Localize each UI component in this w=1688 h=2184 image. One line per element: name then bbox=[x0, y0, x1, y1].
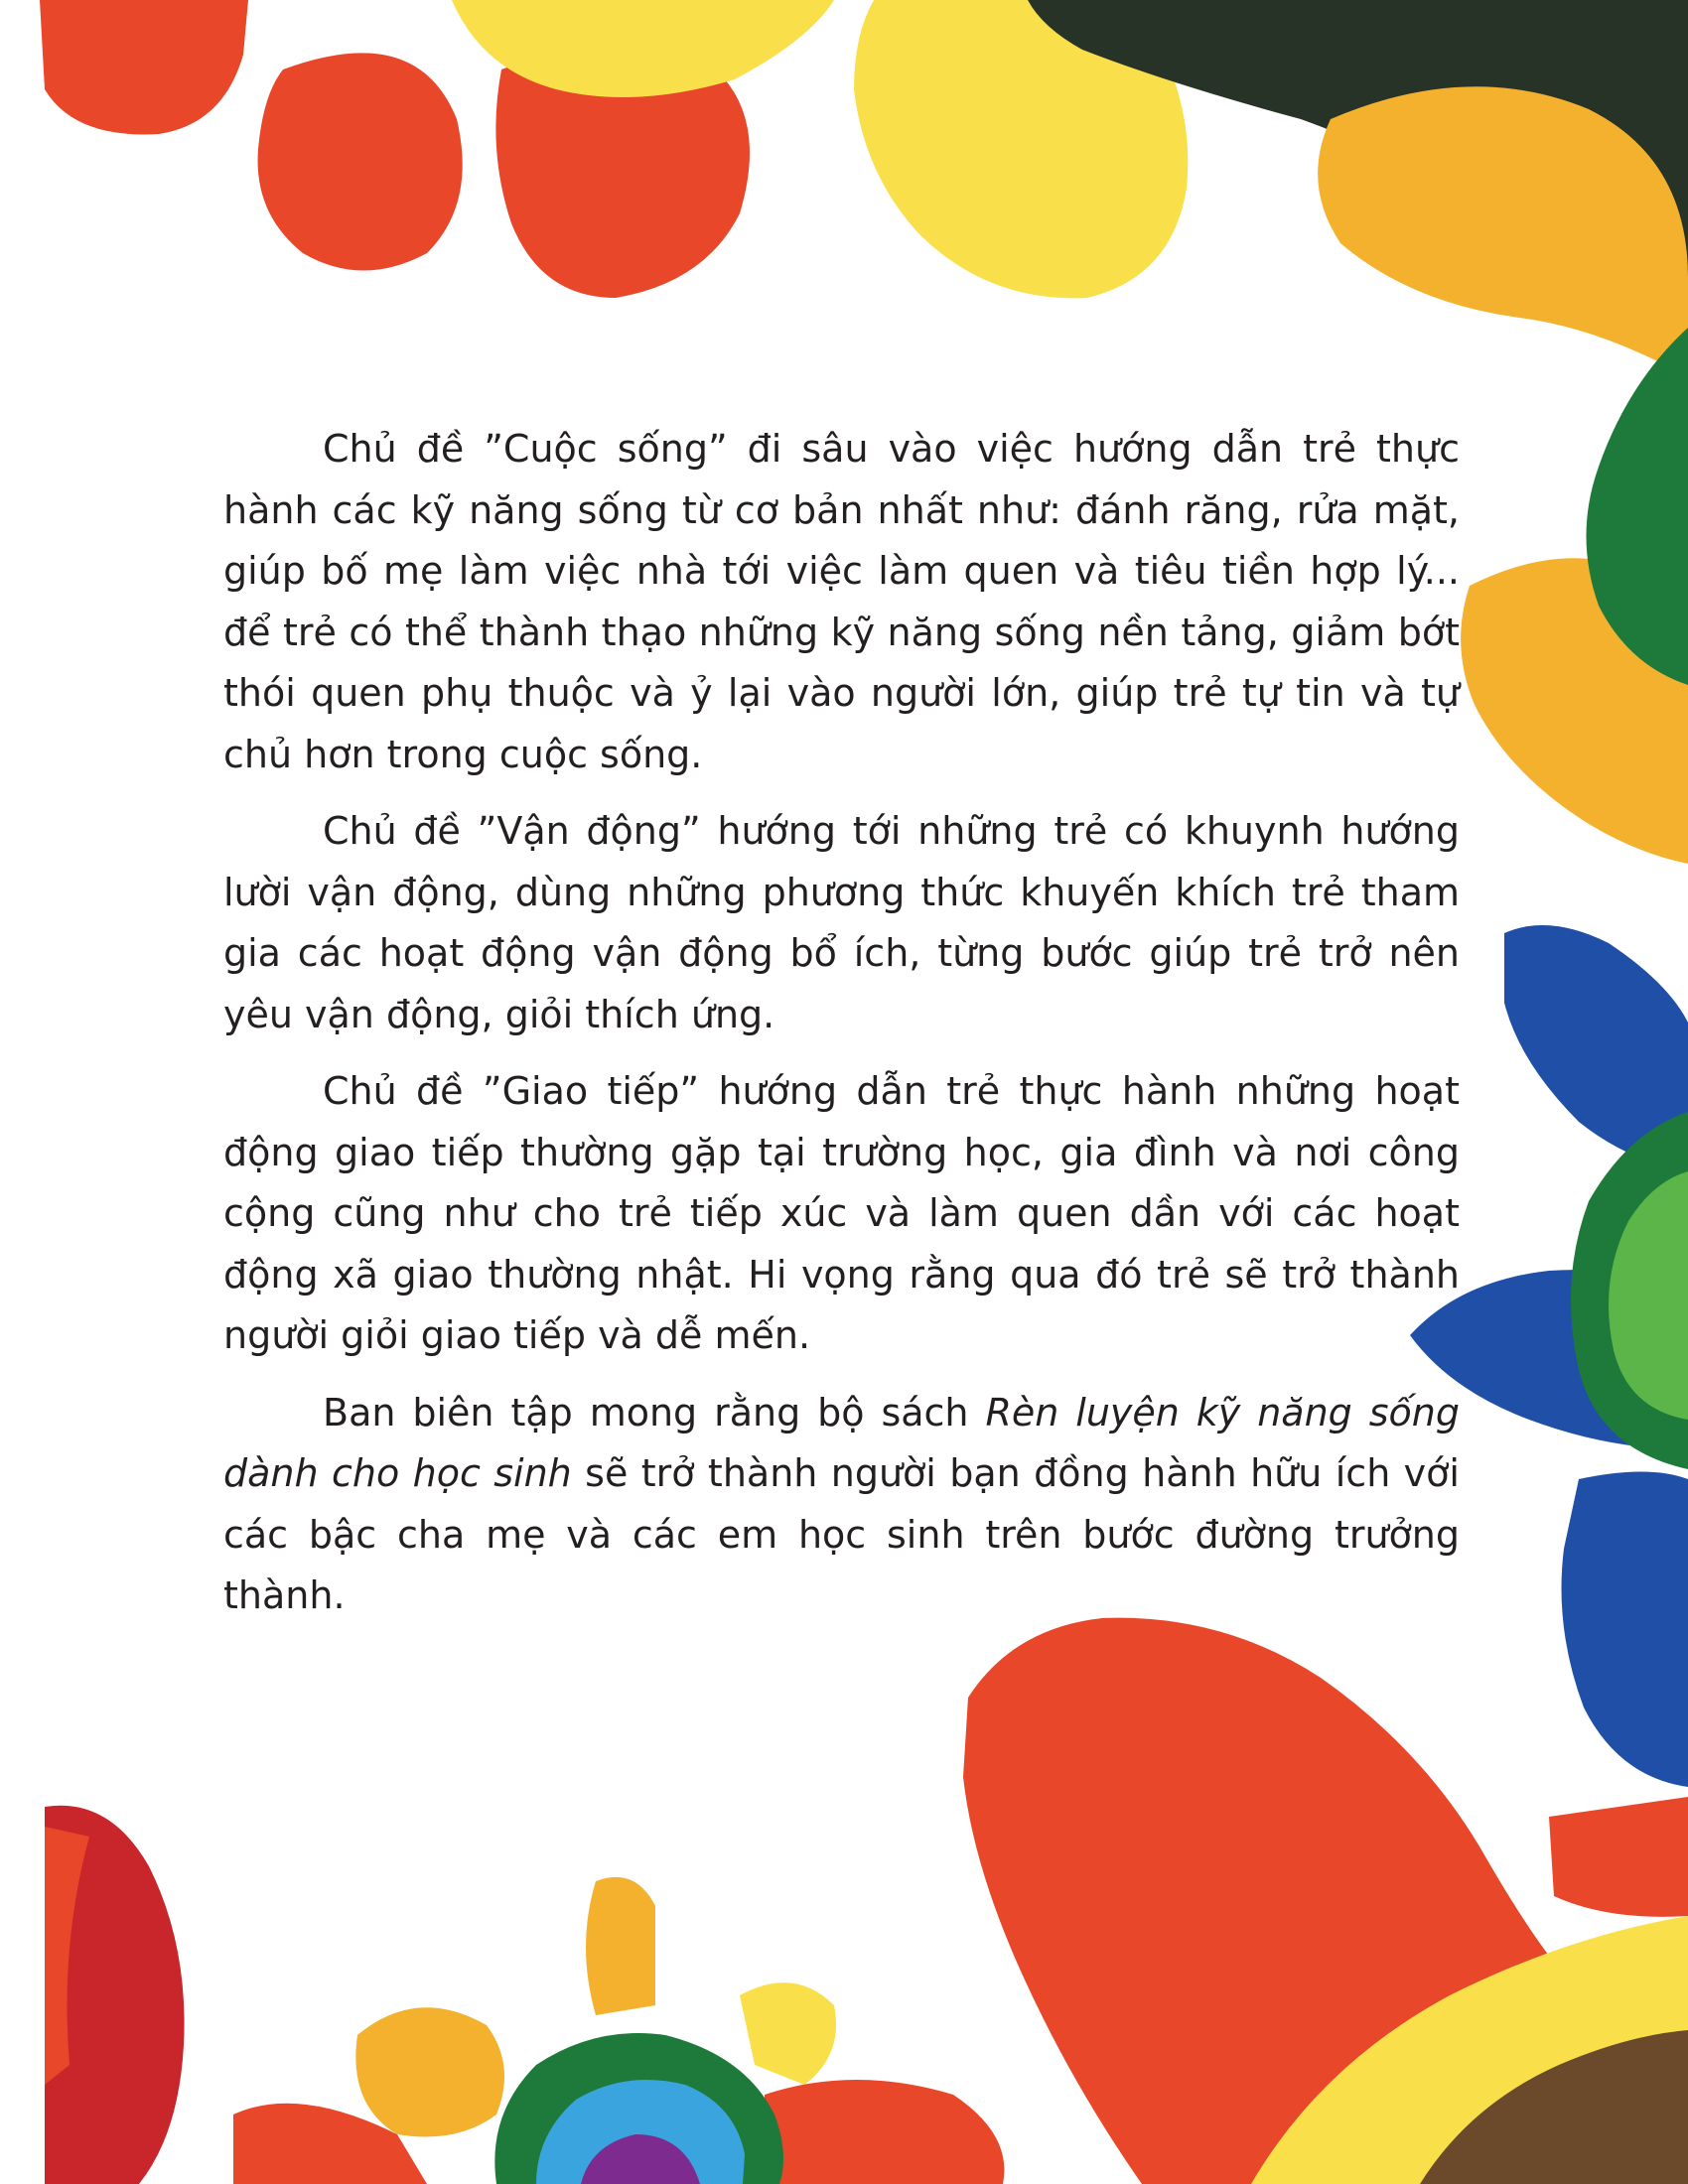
top-left-red-petal bbox=[40, 0, 248, 134]
bottom-yellow-petal-right bbox=[740, 1982, 836, 2085]
bottom-yellow-petal-top bbox=[586, 1877, 655, 2015]
paragraph-communication-theme: Chủ đề ”Giao tiếp” hướng dẫn trẻ thực hành những hoạt động giao tiếp thường gặp tại trường học, gia đình và nơi công cộng cũng như cho trẻ tiếp xúc và làm quen dần với các hoạt động xã giao thường nhật. Hi vọng rằng qua đó trẻ sẽ trở thành người giỏi giao tiếp và dễ mến. bbox=[223, 1069, 1460, 1357]
paragraph-editorial-wish bbox=[223, 1383, 1460, 1627]
foreword-text bbox=[223, 419, 1460, 1643]
book-series-title: Rèn luyện kỹ năng sống dành cho học sinh bbox=[223, 1390, 1460, 1495]
bottom-yellow-petal-left bbox=[355, 2007, 504, 2136]
bottom-right-orange-edge bbox=[1549, 1797, 1688, 1917]
editorial-wish-lead: Ban biên tập mong rằng bộ sách bbox=[323, 1390, 986, 1434]
right-blue-petal-lower bbox=[1562, 1472, 1688, 1788]
top-red-petal-lower bbox=[258, 53, 463, 270]
paragraph-life-theme: Chủ đề ”Cuộc sống” đi sâu vào việc hướng dẫn trẻ thực hành các kỹ năng sống từ cơ bản nhất như: đánh răng, rửa mặt, giúp bố mẹ làm việc nhà tới việc làm quen và tiêu tiền hợp lý... để trẻ có thể thành thạo những kỹ năng sống nền tảng, giảm bớt thói quen phụ thuộc và ỷ lại vào người lớn, giúp trẻ tự tin và tự chủ hơn trong cuộc sống. bbox=[223, 427, 1460, 776]
bottom-red-petal-right bbox=[765, 2080, 1004, 2184]
editorial-wish-rest: sẽ trở thành người bạn đồng hành hữu ích với các bậc cha mẹ và các em học sinh trên bước đường trưởng thành. bbox=[223, 1451, 1460, 1617]
paragraph-movement-theme: Chủ đề ”Vận động” hướng tới những trẻ có khuynh hướng lười vận động, dùng những phương thức khuyến khích trẻ tham gia các hoạt động vận động bổ ích, từng bước giúp trẻ trở nên yêu vận động, giỏi thích ứng. bbox=[223, 809, 1460, 1036]
